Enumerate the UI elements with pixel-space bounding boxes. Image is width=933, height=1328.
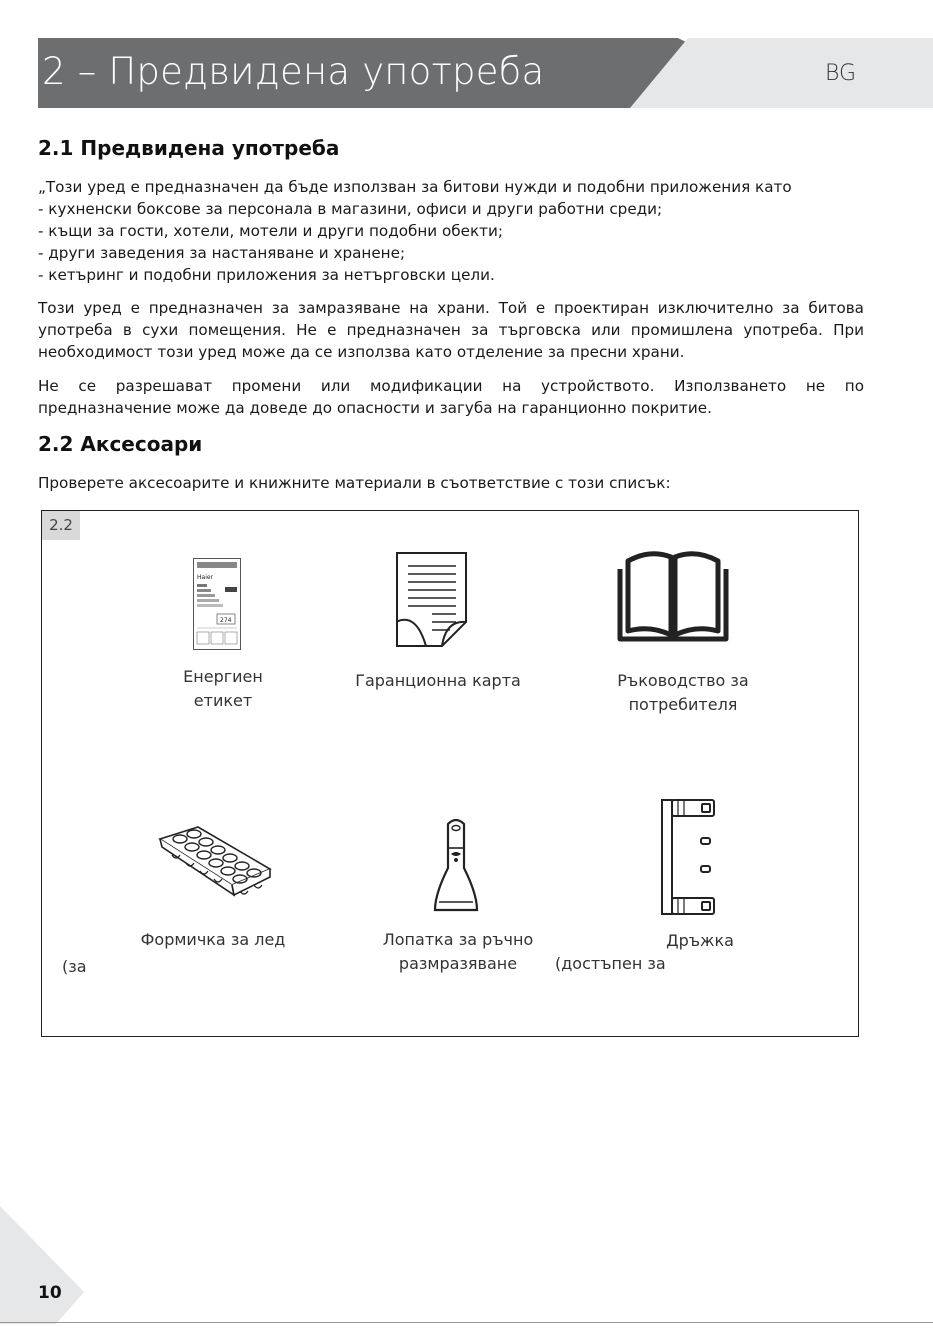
text-line: Не се разрешават промени или модификации на устройството. Използването не по <box>38 377 864 395</box>
section-heading-accessories: 2.2 Аксесоари <box>38 432 203 456</box>
handle-note: (достъпен за <box>555 954 666 973</box>
user-manual-icon <box>616 547 730 647</box>
ice-tray-icon <box>158 825 272 905</box>
accessory-label-warranty <box>340 669 536 693</box>
figure-label: 2.2 <box>42 511 80 540</box>
accessory-label-energy <box>150 665 296 713</box>
svg-text:274: 274 <box>220 617 232 624</box>
label-line: Гаранционна карта <box>355 671 521 690</box>
bottom-rule <box>0 1322 933 1323</box>
label-line: размразяване <box>398 954 518 973</box>
list-item: - други заведения за настаняване и хранене; <box>38 244 406 262</box>
page-title: 2 – Предвидена употреба <box>42 50 545 93</box>
label-line: Лопатка за ръчно <box>382 930 534 949</box>
truncated-note: (за <box>62 957 87 976</box>
text-line: употреба в сухи помещения. Не е предназначен за търговска или промишлена употреба. При <box>38 321 864 339</box>
text-line: Този уред е предназначен за замразяване на храни. Той е проектиран изключително за битова <box>38 299 864 317</box>
accessory-label-manual <box>598 669 768 717</box>
list-item: - кетъринг и подобни приложения за нетърговски цели. <box>38 266 495 284</box>
scraper-icon <box>433 818 479 918</box>
page-number: 10 <box>38 1283 62 1303</box>
label-line: Формичка за лед <box>140 930 286 949</box>
warranty-card-icon <box>396 552 468 651</box>
language-tab <box>630 38 933 112</box>
modification-paragraph <box>38 375 864 419</box>
label-line: етикет <box>193 691 253 710</box>
list-item: - къщи за гости, хотели, мотели и други подобни обекти; <box>38 222 503 240</box>
usage-paragraph <box>38 297 864 363</box>
accessories-intro <box>38 472 864 494</box>
list-item: - кухненски боксове за персонала в магазини, офиси и други работни среди; <box>38 200 663 218</box>
accessory-label-handle <box>650 929 750 953</box>
text-line: „Този уред е предназначен да бъде използван за битови нужди и подобни приложения като <box>38 178 792 196</box>
energy-label-icon <box>193 558 241 654</box>
text-line: Проверете аксесоарите и книжните материали в съответствие с този списък: <box>38 474 671 492</box>
label-line: Енергиен <box>183 667 263 686</box>
accessory-label-ice-tray <box>128 928 298 952</box>
label-line: Дръжка <box>666 931 734 950</box>
svg-text:Haier: Haier <box>197 574 214 581</box>
text-line: предназначение може да доведе до опасности и загуба на гаранционно покритие. <box>38 399 712 417</box>
text-line: необходимост този уред може да се използва като отделение за пресни храни. <box>38 343 685 361</box>
accessory-label-scraper <box>368 928 548 976</box>
handle-icon <box>660 798 716 920</box>
label-line: Ръководство за <box>617 671 749 690</box>
intended-use-list <box>38 176 864 286</box>
footer-corner <box>0 1206 84 1328</box>
section-heading-intended-use: 2.1 Предвидена употреба <box>38 136 340 160</box>
language-code: BG <box>825 61 857 86</box>
label-line: потребителя <box>628 695 738 714</box>
